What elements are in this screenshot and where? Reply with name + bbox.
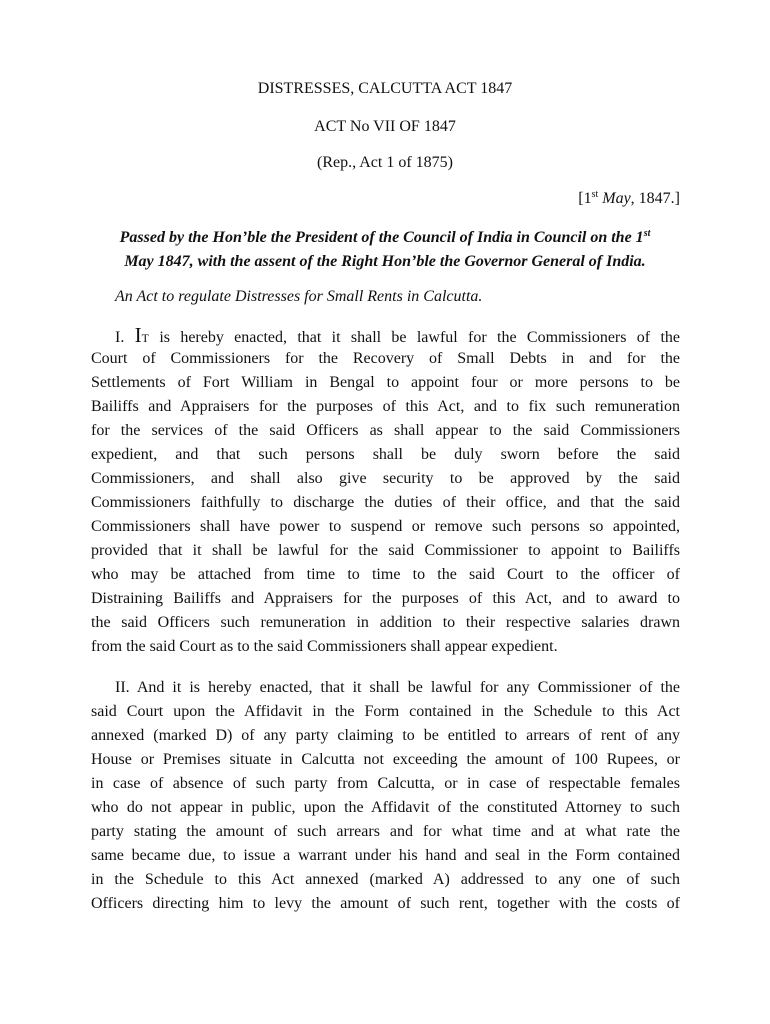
section-1-line: Commissioners shall have power to suspend or remove such persons so appointed, [91, 518, 680, 535]
section-1-line: who may be attached from time to time to the said Court to the officer of [91, 566, 680, 583]
section-1-line: provided that it shall be lawful for the said Commissioner to appoint to Bailiffs [91, 542, 680, 559]
section-1-line: Bailiffs and Appraisers for the purposes of this Act, and to fix such remuneration [91, 398, 680, 415]
section-1-numeral: I. [115, 329, 125, 346]
section-1-line: Settlements of Fort William in Bengal to appoint four or more persons to be [91, 374, 680, 391]
long-title: An Act to regulate Distresses for Small Rents in Calcutta. [115, 288, 483, 305]
section-1-line: expedient, and that such persons shall be duly sworn before the said [91, 446, 680, 463]
section-2 [91, 676, 680, 916]
section-1-smallcap: T [141, 331, 149, 345]
act-date [578, 189, 680, 209]
enactment-line-1: Passed by the Hon’ble the President of the Council of India in Council on the 1st [119, 228, 651, 246]
section-2-line: said Court upon the Affidavit in the Form contained in the Schedule to this Act [91, 703, 680, 720]
date-month: May [602, 190, 631, 207]
date-ordinal: st [591, 189, 599, 200]
date-open: [1 [578, 190, 592, 207]
section-2-first-line: II. And it is hereby enacted, that it shall be lawful for any Commissioner of the [115, 679, 680, 696]
section-2-line: same became due, to issue a warrant under his hand and seal in the Form contained [91, 847, 680, 864]
section-2-line: annexed (marked D) of any party claiming to be entitled to arrears of rent of any [91, 727, 680, 744]
section-1-first-text: is hereby enacted, that it shall be lawful for the Commissioners of the [149, 329, 680, 346]
section-1-line: the said Officers such remuneration in addition to their respective salaries drawn [91, 614, 680, 631]
section-2-line: House or Premises situate in Calcutta not exceeding the amount of 100 Rupees, or [91, 751, 680, 768]
section-2-line: who do not appear in public, upon the Affidavit of the constituted Attorney to such [91, 799, 680, 816]
section-1-dropcap: I [134, 323, 142, 347]
act-number: ACT No VII OF 1847 [314, 118, 456, 135]
section-1-first-line [91, 323, 680, 347]
enactment-statement [88, 226, 682, 274]
section-1-line: Commissioners faithfully to discharge the duties of their office, and that the said [91, 494, 680, 511]
section-2-line: in the Schedule to this Act annexed (marked A) addressed to any one of such [91, 871, 680, 888]
section-1 [91, 323, 680, 659]
enactment-line-2: May 1847, with the assent of the Right Hon’ble the Governor General of India. [124, 253, 646, 270]
section-2-line: party stating the amount of such arrears and for what time and at what rate the [91, 823, 680, 840]
section-1-line: for the services of the said Officers as shall appear to the said Commissioners [91, 422, 680, 439]
section-2-line: in case of absence of such party from Calcutta, or in case of respectable females [91, 775, 680, 792]
act-heading: DISTRESSES, CALCUTTA ACT 1847 [257, 80, 513, 97]
section-2-line: Officers directing him to levy the amount of such rent, together with the costs of [91, 895, 680, 912]
date-rest: , 1847.] [630, 190, 680, 207]
section-1-line: Court of Commissioners for the Recovery of Small Debts in and for the [91, 350, 680, 367]
section-1-line: from the said Court as to the said Commissioners shall appear expedient. [91, 638, 558, 655]
repeal-note: (Rep., Act 1 of 1875) [317, 154, 453, 171]
section-1-line: Distraining Bailiffs and Appraisers for the purposes of this Act, and to award to [91, 590, 680, 607]
section-1-line: Commissioners, and shall also give security to be approved by the said [91, 470, 680, 487]
